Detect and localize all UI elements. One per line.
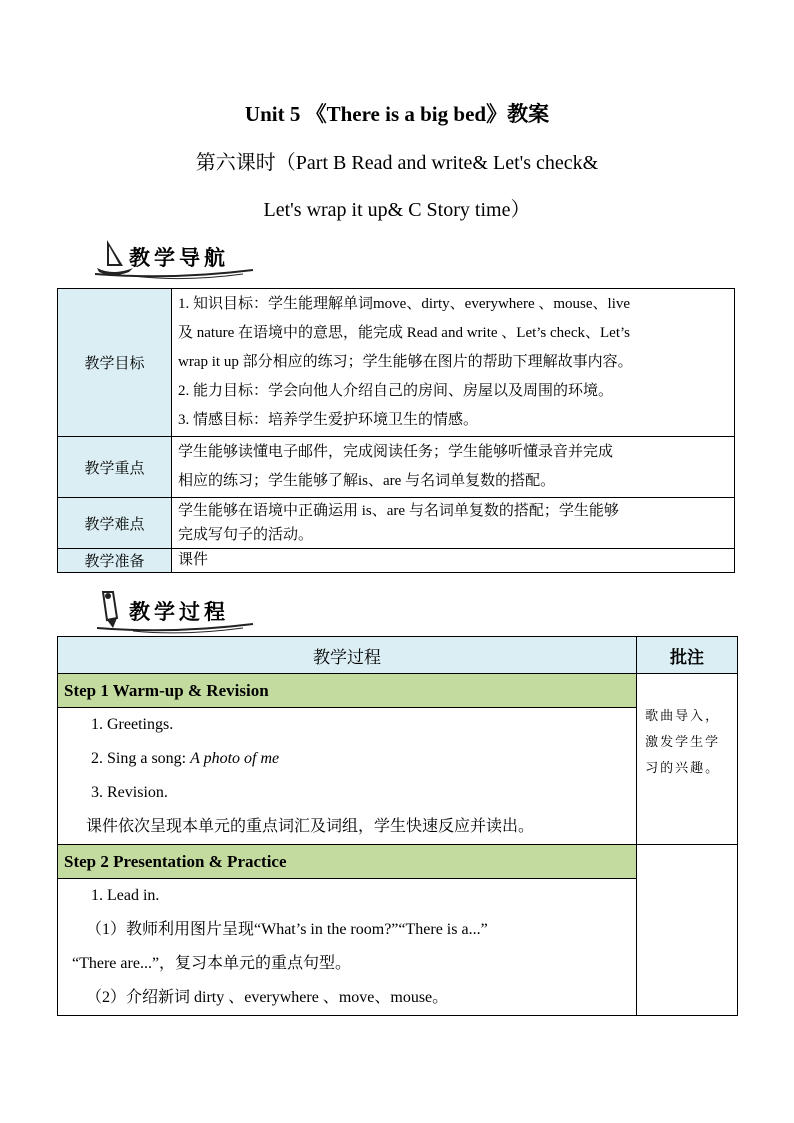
step-2-title: Step 2 Presentation & Practice [58,845,637,879]
list-item: （1）教师利用图片呈现“What’s in the room?”“There is a...” [86,921,488,938]
column-header-process: 教学过程 [58,637,637,674]
list-item: “There are...”，复习本单元的重点句型。 [72,955,352,972]
teaching-process-heading [93,588,263,634]
list-item: 3. Revision. [91,784,168,801]
list-item [58,742,636,776]
document-title: Unit 5 《There is a big bed》教案 [244,102,550,126]
row-label: 教学目标 [58,289,172,437]
row-label: 教学重点 [58,437,172,498]
list-item-text: 2. Sing a song: [91,750,191,767]
step-1-title: Step 1 Warm-up & Revision [58,674,637,708]
step-1-note [637,674,738,845]
text-line: 相应的练习；学生能够了解is、are 与名词单复数的搭配。 [178,473,556,489]
teaching-navigation-table [57,288,735,573]
step-2-content [58,879,637,1016]
note-line: 激发学生学 [645,735,721,750]
text-line: 课件 [178,552,209,568]
table-row [58,498,735,549]
difficult-points-content [172,498,735,549]
table-row [58,708,738,845]
row-label: 教学难点 [58,498,172,549]
table-row [58,549,735,573]
step-1-content [58,708,637,845]
song-title: A photo of me [190,750,280,767]
table-header-row [58,637,738,674]
teaching-process-table [57,636,738,1016]
text-line: wrap it up 部分相应的练习；学生能够在图片的帮助下理解故事内容。 [178,354,633,370]
text-line: 学生能够在语境中正确运用 is、are 与名词单复数的搭配；学生能够 [178,503,619,519]
text-line: 学生能够读懂电子邮件，完成阅读任务；学生能够听懂录音并完成 [178,444,614,460]
text-line: 3. 情感目标：培养学生爱护环境卫生的情感。 [178,412,479,428]
table-row [58,289,735,437]
column-header-notes: 批注 [637,637,738,674]
teaching-navigation-heading-text: 教学导航 [129,246,229,270]
text-line: 1. 知识目标：学生能理解单词move、dirty、everywhere 、mouse、live [178,296,631,312]
key-points-content [172,437,735,498]
list-item: （2）介绍新词 dirty 、everywhere 、move、mouse。 [86,989,449,1006]
list-item: 1. Greetings. [91,716,174,733]
list-item: 课件依次呈现本单元的重点词汇及词组，学生快速反应并读出。 [86,818,535,835]
text-line: 完成写句子的活动。 [178,527,314,543]
text-line: 2. 能力目标：学会向他人介绍自己的房间、房屋以及周围的环境。 [178,383,614,399]
table-row [58,845,738,879]
lesson-subtitle-line-2: Let's wrap it up& C Story time） [263,199,531,221]
list-item: 1. Lead in. [91,887,160,904]
teaching-goals-content [172,289,735,437]
text-line: 及 nature 在语境中的意思，能完成 Read and write 、Let’s check、Let’s [178,325,630,341]
table-row [58,437,735,498]
teaching-navigation-heading [93,234,263,280]
row-label: 教学准备 [58,549,172,573]
note-line: 歌曲导入， [645,709,721,724]
table-row [58,674,738,708]
teaching-process-heading-text: 教学过程 [129,600,229,624]
note-line: 习的兴趣。 [645,761,721,776]
step-2-note [637,845,738,1016]
preparation-content [172,549,735,573]
lesson-subtitle-line-1: 第六课时（Part B Read and write& Let's check& [195,152,599,174]
table-row [58,879,738,1016]
